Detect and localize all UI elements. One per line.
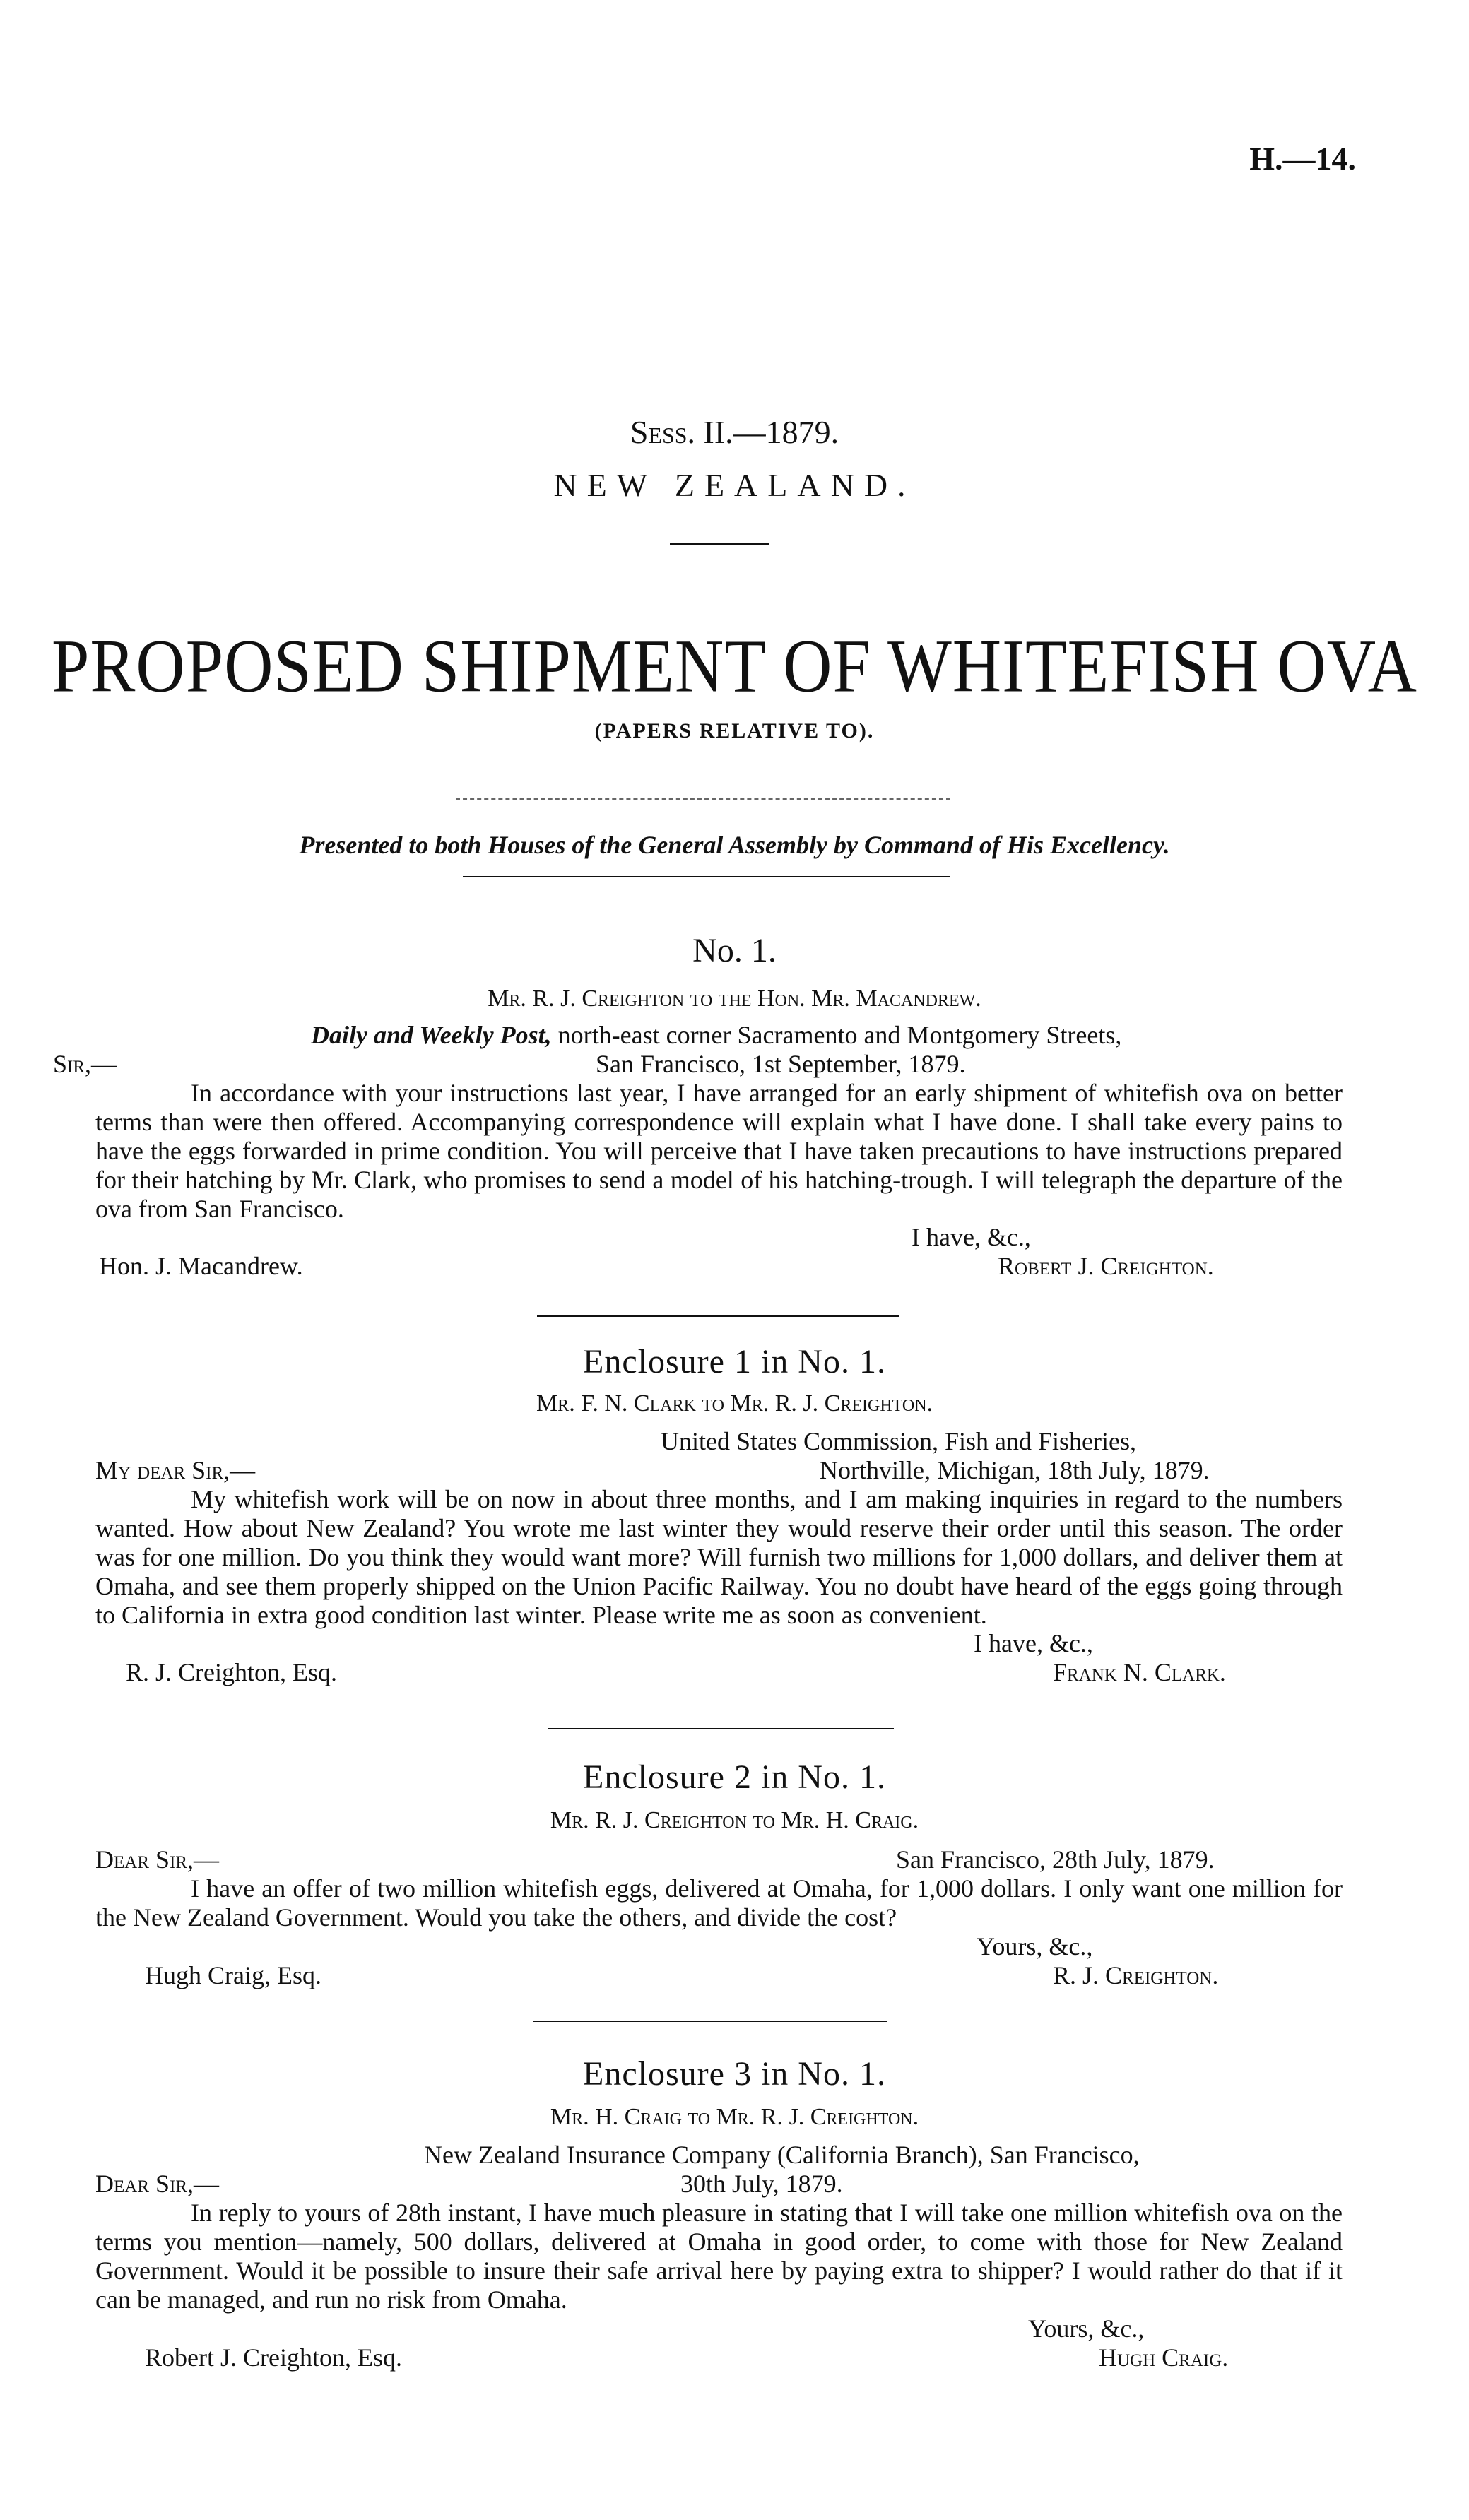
enc3-addressee: Robert J. Creighton, Esq. (145, 2343, 402, 2372)
presented-underline (463, 876, 950, 877)
enc3-heading: Enclosure 3 in No. 1. (583, 2055, 886, 2093)
enc3-body: In reply to yours of 28th instant, I have much pleasure in stating that I will take one million whitefish ova on the terms you mention—namely, 500 dollars, delivered at Omaha in good order, to come with those for New Zealand Government. Would it be possible to insure their safe arrival here by paying extra to shipper? I would rather do that if it can be managed, and run no risk from Omaha. (95, 2199, 1343, 2314)
enc1-address-line1: United States Commission, Fish and Fisheries, (661, 1427, 1137, 1455)
enc2-closing: Yours, &c., (977, 1932, 1093, 1960)
enc1-from-to: Mr. F. N. Clark to Mr. R. J. Creighton. (536, 1390, 933, 1416)
enc3-salutation: Dear Sir,— (95, 2170, 220, 2198)
no1-closing: I have, &c., (912, 1223, 1031, 1251)
no1-salutation: Sir,— (53, 1050, 117, 1078)
enc1-addressee: R. J. Creighton, Esq. (126, 1658, 338, 1686)
no1-addressee: Hon. J. Macandrew. (99, 1252, 303, 1280)
country-line: NEW ZEALAND. (553, 467, 916, 503)
document-title: PROPOSED SHIPMENT OF WHITEFISH OVA (52, 623, 1417, 709)
enc1-heading: Enclosure 1 in No. 1. (583, 1343, 886, 1380)
presented-line: Presented to both Houses of the General Assembly by Command of His Excellency. (299, 831, 1170, 859)
no1-address-street: north-east corner Sacramento and Montgomery Streets, (551, 1021, 1122, 1049)
no1-heading: No. 1. (692, 932, 777, 969)
enc2-body: I have an offer of two million whitefish eggs, delivered at Omaha, for 1,000 dollars. I only want one million for the New Zealand Government. Would you take the others, and divide the cost? (95, 1874, 1343, 1932)
enc3-closing: Yours, &c., (1028, 2314, 1145, 2343)
document-subtitle: (PAPERS RELATIVE TO). (594, 719, 875, 743)
enc3-signature: Hugh Craig. (1099, 2343, 1229, 2372)
enc2-heading: Enclosure 2 in No. 1. (583, 1758, 886, 1796)
no1-from-to: Mr. R. J. Creighton to the Hon. Mr. Macandrew. (488, 986, 981, 1012)
no1-address-line2: San Francisco, 1st September, 1879. (596, 1050, 966, 1078)
enc3-address-line1: New Zealand Insurance Company (California Branch), San Francisco, (424, 2141, 1140, 2169)
enc3-from-to: Mr. H. Craig to Mr. R. J. Creighton. (550, 2104, 919, 2130)
no1-signature: Robert J. Creighton. (998, 1252, 1214, 1280)
no1-newspaper-name: Daily and Weekly Post, (311, 1021, 552, 1049)
enc2-from-to: Mr. R. J. Creighton to Mr. H. Craig. (550, 1807, 919, 1833)
enc1-salutation: My dear Sir,— (95, 1456, 256, 1484)
enc1-closing: I have, &c., (974, 1629, 1093, 1657)
enc2-signature: R. J. Creighton. (1053, 1961, 1219, 1989)
enc1-divider (548, 1728, 894, 1729)
no1-body: In accordance with your instructions last year, I have arranged for an early shipment of whitefish ova on better terms than were then offered. Accompanying correspondence will explain what I have done. I shall take every pains to have the eggs forwarded in prime condition. You will perceive that I have taken precautions to have instructions prepared for their hatching by Mr. Clark, who promises to send a model of his hatching-trough. I will telegraph the departure of the ova from San Francisco. (95, 1079, 1343, 1223)
document-reference: H.—14. (1249, 141, 1356, 177)
session-line: Sess. II.—1879. (630, 414, 839, 450)
enc1-signature: Frank N. Clark. (1053, 1658, 1226, 1686)
title-divider (670, 543, 769, 545)
enc2-addressee: Hugh Craig, Esq. (145, 1961, 321, 1989)
enc3-address-line2: 30th July, 1879. (680, 2170, 843, 2198)
enc1-address-line2: Northville, Michigan, 18th July, 1879. (820, 1456, 1210, 1484)
enc1-body: My whitefish work will be on now in about three months, and I am making inquiries in regard to the numbers wanted. How about New Zealand? You wrote me last winter they would reserve their order until this season. The order was for one million. Do you think they would want more? Will furnish two millions for 1,000 dollars, and deliver them at Omaha, and see them properly shipped on the Union Pacific Railway. You no doubt have heard of the eggs going through to California in extra good condition last winter. Please write me as soon as convenient. (95, 1485, 1343, 1629)
enc2-address-line: San Francisco, 28th July, 1879. (896, 1845, 1215, 1874)
no1-address-line1 (311, 1021, 1121, 1050)
enc2-salutation: Dear Sir,— (95, 1845, 220, 1874)
dotted-divider (456, 798, 950, 800)
no1-divider (537, 1315, 899, 1317)
enc2-divider (533, 2021, 887, 2022)
